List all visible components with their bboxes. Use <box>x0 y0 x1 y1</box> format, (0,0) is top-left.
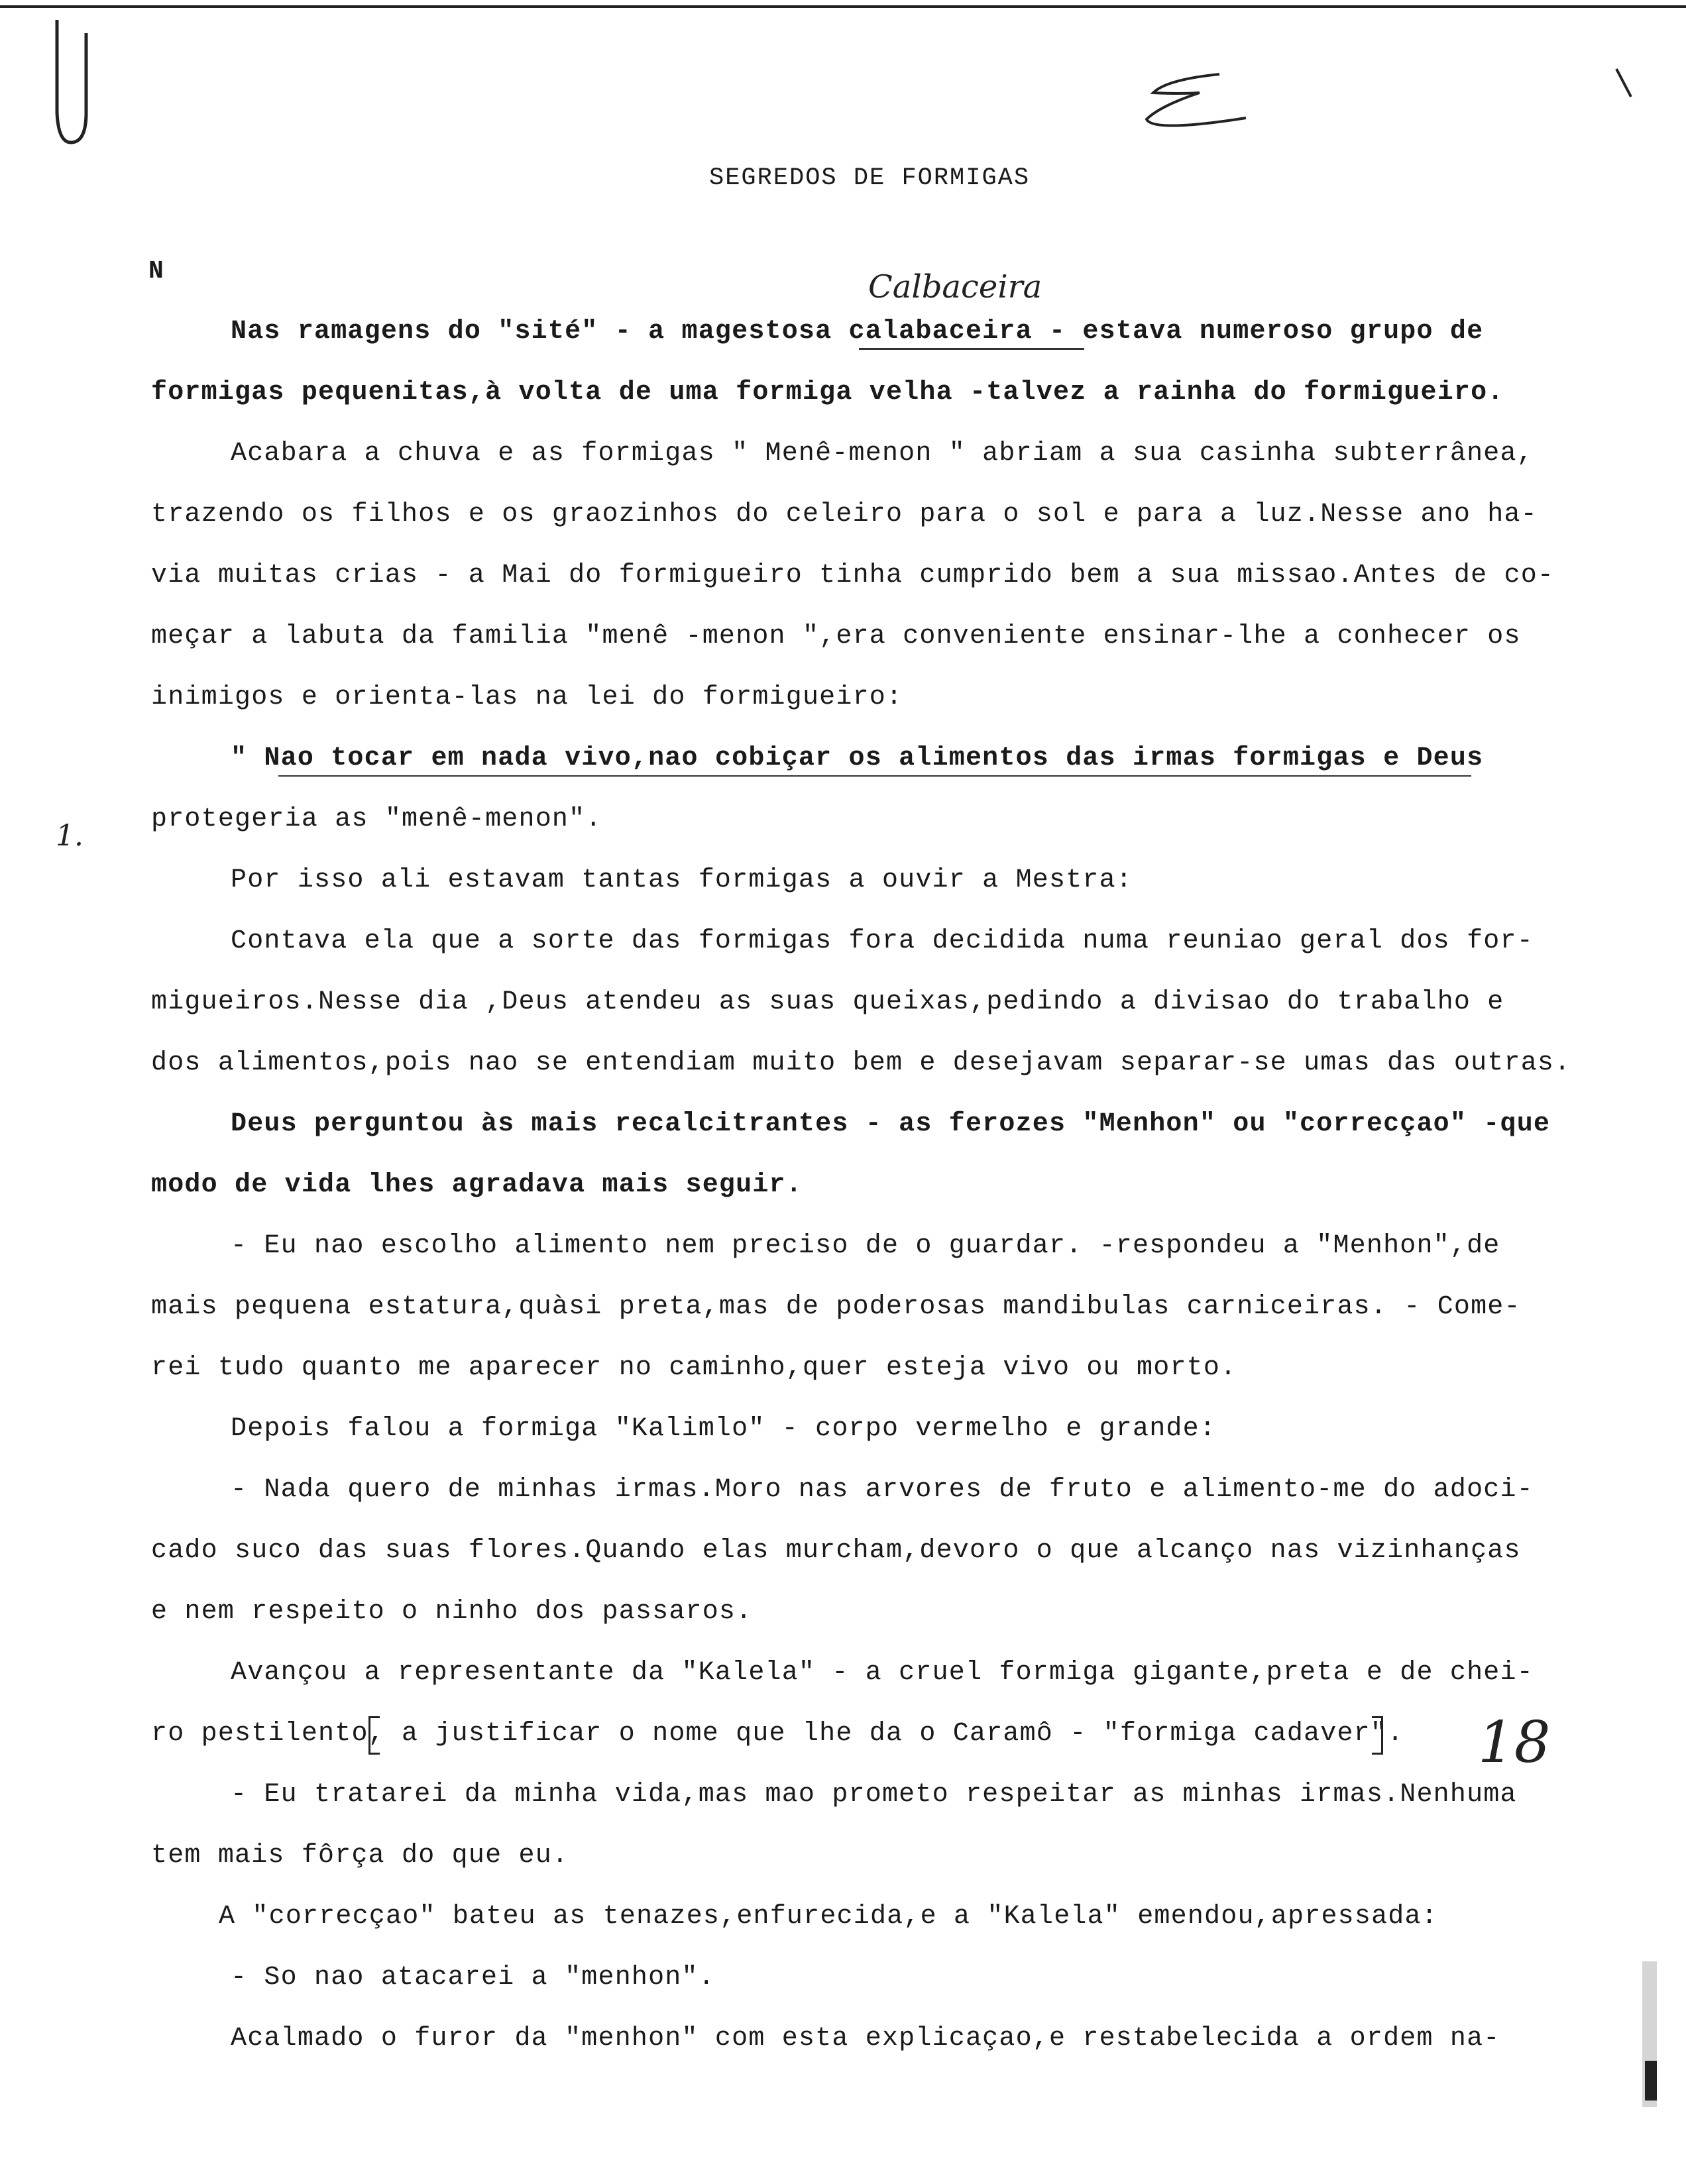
corner-tick-mark <box>1614 66 1634 99</box>
top-border-line <box>0 5 1686 8</box>
text-line: Por isso ali estavam tantas formigas a ouvir a Mestra: <box>231 865 1133 895</box>
handwritten-correction: Calbaceira <box>868 268 1042 305</box>
page-title: SEGREDOS DE FORMIGAS <box>709 164 1031 192</box>
text-line: ro pestilento, a justificar o nome que lhe da o Caramô - "formiga cadaver". <box>151 1719 1404 1749</box>
text-line: Depois falou a formiga "Kalimlo" - corpo vermelho e grande: <box>231 1414 1217 1444</box>
text-line: tem mais fôrça do que eu. <box>151 1841 569 1871</box>
text-line: mais pequena estatura,quàsi preta,mas de poderosas mandibulas carniceiras. - Come- <box>151 1292 1521 1322</box>
text-line: trazendo os filhos e os graozinhos do celeiro para o sol e para a luz.Nesse ano ha- <box>151 500 1538 529</box>
close-bracket <box>1372 1716 1383 1755</box>
text-line: Contava ela que a sorte das formigas fora decidida numa reuniao geral dos for- <box>231 926 1534 956</box>
text-line: e nem respeito o ninho dos passaros. <box>151 1597 753 1627</box>
handwritten-e-mark <box>1140 66 1259 139</box>
text-line: - So nao atacarei a "menhon". <box>231 1963 715 1993</box>
text-line: modo de vida lhes agradava mais seguir. <box>151 1170 803 1200</box>
open-bracket <box>368 1716 380 1755</box>
text-line: protegeria as "menê-menon". <box>151 804 602 834</box>
text-line: - Eu nao escolho alimento nem preciso de o guardar. -respondeu a "Menhon",de <box>231 1231 1500 1261</box>
text-line: rei tudo quanto me aparecer no caminho,quer esteja vivo ou morto. <box>151 1353 1237 1383</box>
text-line: " Nao tocar em nada vivo,nao cobiçar os alimentos das irmas formigas e Deus <box>231 743 1484 773</box>
text-line: formigas pequenitas,à volta de uma formiga velha -talvez a rainha do formigueiro. <box>151 378 1504 408</box>
margin-mark: 1. <box>56 819 84 853</box>
scan-noise-mark <box>1636 1961 1662 2107</box>
text-line: inimigos e orienta-las na lei do formigueiro: <box>151 682 903 712</box>
text-line: Avançou a representante da "Kalela" - a cruel formiga gigante,preta e de chei- <box>231 1658 1534 1688</box>
underline <box>278 775 1471 777</box>
text-line: Acabara a chuva e as formigas " Menê-menon " abriam a sua casinha subterrânea, <box>231 439 1534 468</box>
text-line: Acalmado o furor da "menhon" com esta explicaçao,e restabelecida a ordem na- <box>231 2024 1500 2053</box>
text-line: - Nada quero de minhas irmas.Moro nas arvores de fruto e alimento-me do adoci- <box>231 1475 1534 1505</box>
text-line: via muitas crias - a Mai do formigueiro tinha cumprido bem a sua missao.Antes de co- <box>151 561 1555 590</box>
text-line: Nas ramagens do "sité" - a magestosa calabaceira - estava numeroso grupo de <box>231 317 1484 347</box>
text-line: Deus perguntou às mais recalcitrantes - as ferozes "Menhon" ou "correcçao" -que <box>231 1109 1551 1139</box>
section-letter: N <box>148 257 164 286</box>
text-line: - Eu tratarei da minha vida,mas mao prometo respeitar as minhas irmas.Nenhuma <box>231 1780 1517 1810</box>
text-line: A "correcçao" bateu as tenazes,enfurecida,e a "Kalela" emendou,apressada: <box>219 1902 1438 1932</box>
underline <box>859 348 1084 350</box>
text-line: dos alimentos,pois nao se entendiam muito bem e desejavam separar-se umas das outras. <box>151 1048 1571 1078</box>
corner-u-mark <box>48 13 94 146</box>
text-line: cado suco das suas flores.Quando elas murcham,devoro o que alcanço nas vizinhanças <box>151 1536 1521 1566</box>
text-line: migueiros.Nesse dia ,Deus atendeu as suas queixas,pedindo a divisao do trabalho e <box>151 987 1504 1017</box>
page-number: 18 <box>1478 1710 1551 1776</box>
text-line: meçar a labuta da familia "menê -menon ",era conveniente ensinar-lhe a conhecer os <box>151 622 1521 651</box>
